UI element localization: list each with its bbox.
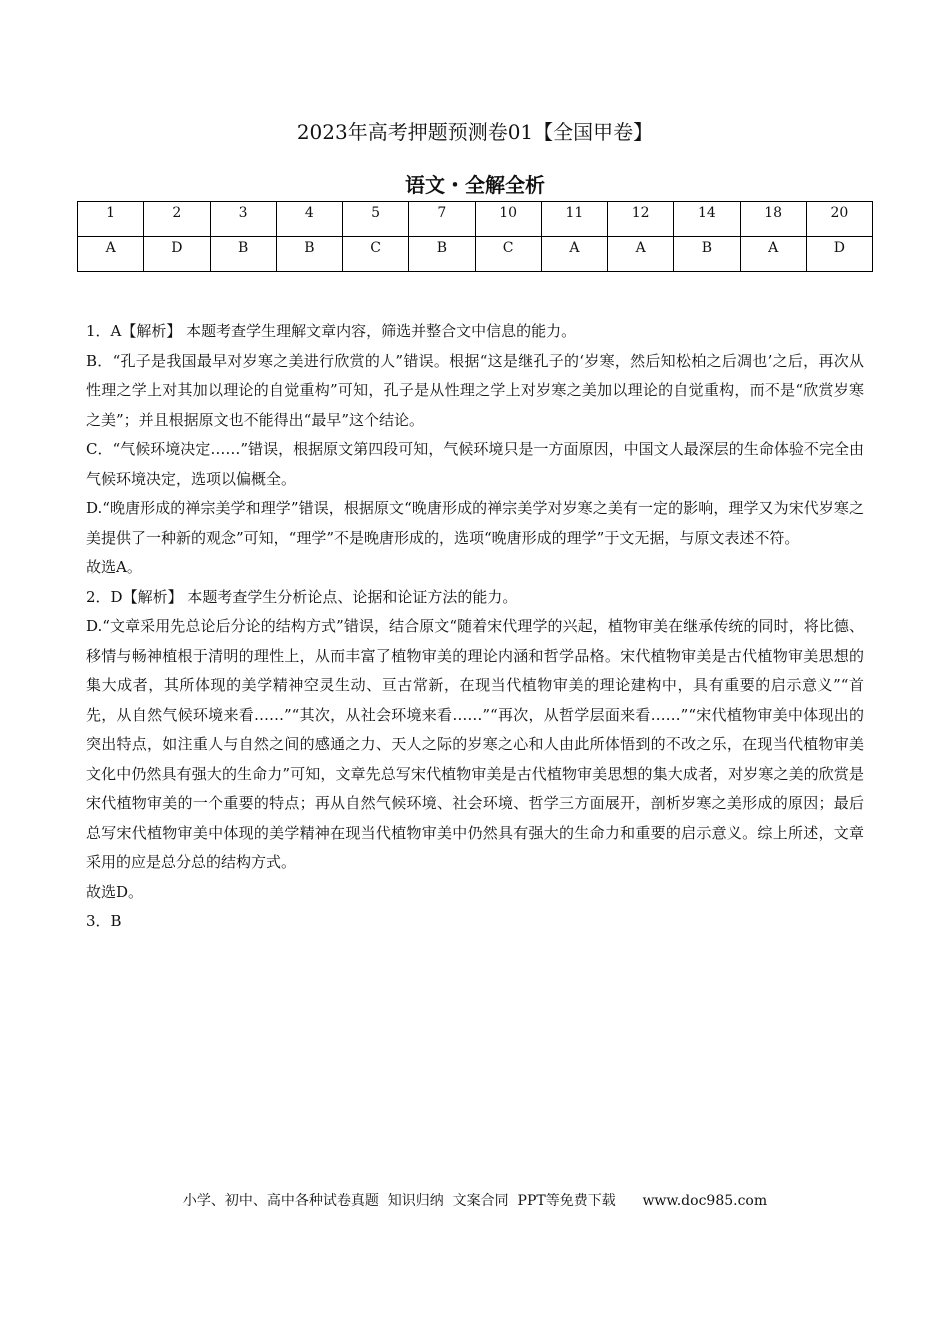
- question-number-cell: 2: [144, 202, 210, 237]
- answer-cell: A: [608, 237, 674, 272]
- question-number-cell: 5: [343, 202, 409, 237]
- answer-cell: C: [475, 237, 541, 272]
- question-number-cell: 11: [541, 202, 607, 237]
- explanation-body: [86, 317, 864, 937]
- question-2-conclusion: 故选D。: [86, 882, 144, 901]
- answer-cell: A: [541, 237, 607, 272]
- answer-cell: C: [343, 237, 409, 272]
- answer-cell: B: [210, 237, 276, 272]
- option-d-analysis: D.“晚唐形成的禅宗美学和理学”错误，根据原文“晚唐形成的禅宗美学对岁寒之美有一定的影响，理学又为宋代岁寒之美提供了一种新的观念”可知，“理学”不是晚唐形成的，选项“晚唐形成的理学”于文无据，与原文表述不符。: [86, 499, 864, 547]
- answer-cell: B: [276, 237, 342, 272]
- answer-cell: D: [144, 237, 210, 272]
- answer-cell: D: [806, 237, 872, 272]
- page-title: 2023年高考押题预测卷01【全国甲卷】: [296, 120, 654, 144]
- question-number-cell: 4: [276, 202, 342, 237]
- answer-table-answer-row: [78, 237, 873, 272]
- page-subtitle: 语文・全解全析: [405, 173, 545, 197]
- answer-cell: B: [674, 237, 740, 272]
- option-b-analysis: B．“孔子是我国最早对岁寒之美进行欣赏的人”错误。根据“这是继孔子的‘岁寒，然后知松柏之后凋也’之后，再次从性理之学上对其加以理论的自觉重构”可知，孔子是从性理之学上对岁寒之美加以理论的自觉重构，而不是“欣赏岁寒之美”；并且根据原文也不能得出“最早”这个结论。: [86, 351, 864, 429]
- question-number-cell: 20: [806, 202, 872, 237]
- page-footer: 小学、初中、高中各种试卷真题 知识归纳 文案合同 PPT等免费下载 www.doc985.com: [182, 1193, 768, 1209]
- question-number-cell: 3: [210, 202, 276, 237]
- answer-cell: A: [740, 237, 806, 272]
- question-number-cell: 18: [740, 202, 806, 237]
- question-3-heading: 3．B: [86, 912, 122, 930]
- question-2-heading: 2．D【解析】 本题考查学生分析论点、论据和论证方法的能力。: [86, 587, 518, 606]
- answer-table-question-row: [78, 202, 873, 237]
- question-number-cell: 7: [409, 202, 475, 237]
- question-1-conclusion: 故选A。: [86, 558, 142, 576]
- answer-table: [77, 201, 873, 272]
- question-1-heading: 1．A【解析】 本题考查学生理解文章内容，筛选并整合文中信息的能力。: [86, 322, 577, 340]
- option-c-analysis: C．“气候环境决定……”错误，根据原文第四段可知，气候环境只是一方面原因，中国文人最深层的生命体验不完全由气候环境决定，选项以偏概全。: [86, 440, 864, 488]
- question-2-analysis: D.“文章采用先总论后分论的结构方式”错误，结合原文“随着宋代理学的兴起，植物审美在继承传统的同时，将比德、移情与畅神植根于清明的理性上，从而丰富了植物审美的理论内涵和哲学品格。宋代植物审美是古代植物审美思想的集大成者，其所体现的美学精神空灵生动、亘古常新，在现当代植物审美的理论建构中，具有重要的启示意义”“首先，从自然气候环境来看……”“其次，从社会环境来看……”“再次，从哲学层面来看……”“宋代植物审美中体现出的突出特点，如注重人与自然之间的感通之力、天人之际的岁寒之心和人由此所体悟到的不改之乐，在现当代植物审美文化中仍然具有强大的生命力”可知，文章先总写宋代植物审美是古代植物审美思想的集大成者，对岁寒之美的欣赏是宋代植物审美的一个重要的特点；再从自然气候环境、社会环境、哲学三方面展开，剖析岁寒之美形成的原因；最后总写宋代植物审美中体现的美学精神在现当代植物审美中仍然具有强大的生命力和重要的启示意义。综上所述，文章采用的应是总分总的结构方式。: [86, 617, 864, 871]
- answer-cell: A: [78, 237, 144, 272]
- question-number-cell: 1: [78, 202, 144, 237]
- question-number-cell: 10: [475, 202, 541, 237]
- question-number-cell: 12: [608, 202, 674, 237]
- question-number-cell: 14: [674, 202, 740, 237]
- answer-cell: B: [409, 237, 475, 272]
